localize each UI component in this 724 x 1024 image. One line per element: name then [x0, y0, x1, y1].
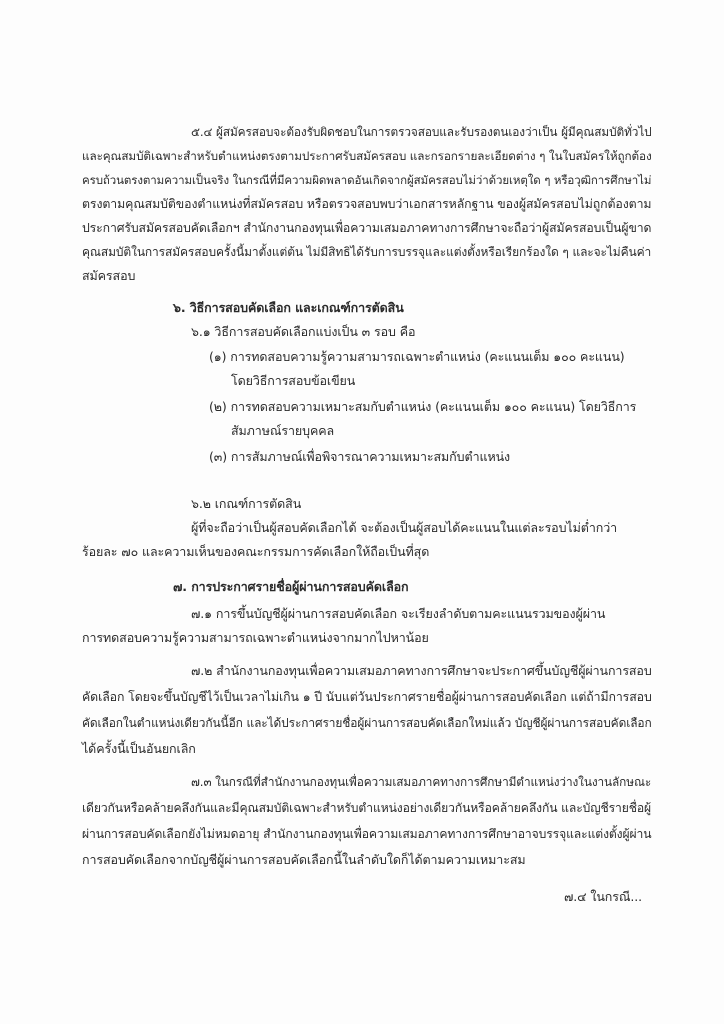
item-1-line-2: โดยวิธีการสอบข้อเขียน: [231, 373, 356, 388]
continuation-marker: ๗.๔ ในกรณี...: [563, 889, 642, 904]
item-2-line-2: สัมภาษณ์รายบุคคล: [231, 423, 335, 438]
para-5-4-line-3: ครบถ้วนตรงตามความเป็นจริง ในกรณีที่มีความผิดพลาดอันเกิดจากผู้สมัครสอบไม่ว่าด้วยเหตุใด ๆ หรือวุฒิการศึกษาไม่: [82, 173, 652, 187]
item-3: (๓) การสัมภาษณ์เพื่อพิจารณาความเหมาะสมกับตำแหน่ง: [209, 449, 511, 464]
para-5-4-line-6: คุณสมบัติในการสมัครสอบครั้งนี้มาตั้งแต่ต้น ไม่มีสิทธิได้รับการบรรจุและแต่งตั้งหรือเรียกร้องใด ๆ และจะไม่คืนค่า: [82, 245, 652, 259]
para-5-4-line-5: ประกาศรับสมัครสอบคัดเลือกฯ สำนักงานกองทุนเพื่อความเสมอภาคทางการศึกษาจะถือว่าผู้สมัครสอบเป็นผู้ขาด: [82, 221, 652, 235]
para-7-3-line-3: ผ่านการสอบคัดเลือกยังไม่หมดอายุ สำนักงานกองทุนเพื่อความเสมอภาคทางการศึกษาอาจบรรจุและแต่งตั้งผู้ผ่าน: [82, 827, 652, 841]
item-2-line-1: (๒) การทดสอบความเหมาะสมกับตำแหน่ง (คะแนนเต็ม ๑๐๐ คะแนน) โดยวิธีการ: [209, 399, 637, 414]
section-6-2-line-1: ผู้ที่จะถือว่าเป็นผู้สอบคัดเลือกได้ จะต้องเป็นผู้สอบได้คะแนนในแต่ละรอบไม่ต่ำกว่า: [191, 520, 618, 535]
section-6-heading: ๖. วิธีการสอบคัดเลือก และเกณฑ์การตัดสิน: [173, 300, 404, 315]
para-5-4-line-1: ๕.๔ ผู้สมัครสอบจะต้องรับผิดชอบในการตรวจสอบและรับรองตนเองว่าเป็น ผู้มีคุณสมบัติทั่วไป: [191, 125, 652, 139]
section-6-2-line-2: ร้อยละ ๗๐ และความเห็นของคณะกรรมการคัดเลือกให้ถือเป็นที่สุด: [82, 544, 430, 559]
section-7-heading: ๗. การประกาศรายชื่อผู้ผ่านการสอบคัดเลือก: [173, 579, 409, 594]
para-7-2-line-1: ๗.๒ สำนักงานกองทุนเพื่อความเสมอภาคทางการศึกษาจะประกาศขึ้นบัญชีผู้ผ่านการสอบ: [191, 663, 652, 678]
para-7-3-line-2: เดียวกันหรือคล้ายคลึงกันและมีคุณสมบัติเฉพาะสำหรับตำแหน่งอย่างเดียวกันหรือคล้ายคลึงกัน และบัญชีรายชื่อผู้: [82, 801, 652, 815]
para-7-2-line-4: ได้ครั้งนี้เป็นอันยกเลิก: [82, 741, 196, 756]
para-7-3-line-4: การสอบคัดเลือกจากบัญชีผู้ผ่านการสอบคัดเลือกนี้ในลำดับใดก็ได้ตามความเหมาะสม: [82, 852, 526, 867]
para-5-4-line-2: และคุณสมบัติเฉพาะสำหรับตำแหน่งตรงตามประกาศรับสมัครสอบ และกรอกรายละเอียดต่าง ๆ ในใบสมัครให้ถูกต้อง: [82, 149, 652, 163]
item-1-line-1: (๑) การทดสอบความรู้ความสามารถเฉพาะตำแหน่ง (คะแนนเต็ม ๑๐๐ คะแนน): [209, 349, 625, 364]
section-6-2-title: ๖.๒ เกณฑ์การตัดสิน: [191, 496, 302, 511]
para-7-2-line-2: คัดเลือก โดยจะขึ้นบัญชีไว้เป็นเวลาไม่เกิน ๑ ปี นับแต่วันประกาศรายชื่อผู้ผ่านการสอบคัดเลือก แต่ถ้ามีการสอบ: [82, 690, 652, 704]
para-7-3-line-1: ๗.๓ ในกรณีที่สำนักงานกองทุนเพื่อความเสมอภาคทางการศึกษามีตำแหน่งว่างในงานลักษณะ: [191, 775, 652, 789]
para-5-4-line-7: สมัครสอบ: [82, 268, 136, 283]
para-7-2-line-3: คัดเลือกในตำแหน่งเดียวกันนี้อีก และได้ประกาศรายชื่อผู้ผ่านการสอบคัดเลือกใหม่แล้ว บัญชีผู้ผ่านการสอบคัดเลือก: [82, 716, 652, 730]
section-6-1-title: ๖.๑ วิธีการสอบคัดเลือกแบ่งเป็น ๓ รอบ คือ: [191, 324, 416, 339]
para-7-1-line-1: ๗.๑ การขึ้นบัญชีผู้ผ่านการสอบคัดเลือก จะเรียงลำดับตามคะแนนรวมของผู้ผ่าน: [191, 606, 606, 621]
para-7-1-line-2: การทดสอบความรู้ความสามารถเฉพาะตำแหน่งจากมากไปหาน้อย: [82, 630, 429, 645]
para-5-4-line-4: ตรงตามคุณสมบัติของตำแหน่งที่สมัครสอบ หรือตรวจสอบพบว่าเอกสารหลักฐาน ของผู้สมัครสอบไม่ถูกต้องตาม: [82, 197, 652, 211]
